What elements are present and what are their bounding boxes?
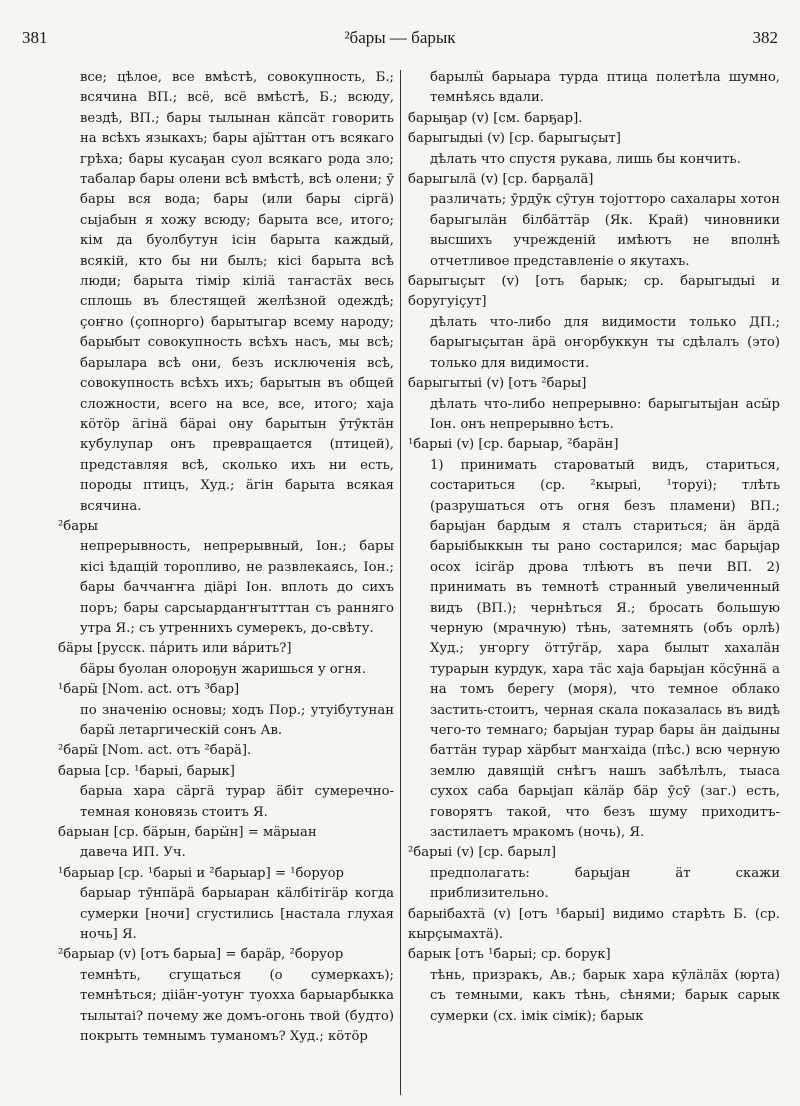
right-page-number: 382 — [752, 28, 778, 47]
page-header — [0, 22, 800, 52]
entry-headword: барыібахтӓ (v) [отъ ¹барыі] видимо старѣть Б. (ср. кырҫымахтӓ). — [408, 906, 780, 943]
paragraph: бӓры буолан олороҕун жаришься у огня. — [80, 661, 366, 677]
paragraph: тѣнь, призракъ, Ав.; барык хара кӯлӓлӓх (юрта) съ темными, какъ тѣнь, сѣнями; барык сарык сумерки (сх. імік сімік); барык — [430, 967, 780, 1024]
entry-headword: барыҕар (v) [см. барҕар]. — [408, 110, 583, 126]
entry-headword: барыгыҫыт (v) [отъ барык; ср. барыгыдыі и боругуіҫут] — [408, 274, 780, 310]
paragraph: давеча ИП. Уч. — [80, 845, 186, 861]
paragraph: 1) принимать староватый видъ, стариться, состариться (ср. ²кырыі, ¹торуі); тлѣть (разрушаться отъ огня безъ пламени) ВП.; барыјан бардым я сталъ стариться; ӓн ӓрдӓ барыібыккын ты рано состарился; мас барыјар осох ісігӓр дрова тлѣютъ въ печи ВП. 2) принимать въ темнотѣ странный увеличенный видъ (ВП.); чернѣться Я.; бросать большую черную (мрачную) тѣнь, затемнять (объ орлѣ) Худ.; уҥоргу ӧттӯгӓр, хара былыт хахалӓн турарын курдук, хара тӓс хаја барыјан кӧсӯннӓ а на томъ берегу (моря), что темное облако застить-стоитъ, черная скала показалась въ видѣ чего-то темнаго; барыјан турар бары ӓн даідыны баттӓн турар хӓрбыт маҥхаіда (пѣс.) всю черную землю давящій снѣгъ нашъ забѣлѣлъ, тыаса сухох саба барыјап кӓлӓр бӓр ӯсӯ (заг.) есть, говорятъ такой, что безъ шуму приходитъ-застилаетъ мракомъ (ночь), Я. — [430, 457, 780, 841]
paragraph: дѣлать что спустя рукава, лишь бы кончить. — [430, 151, 741, 167]
paragraph: темнѣть, сгущаться (о сумеркахъ); темнѣться; дііӓҥ-уотуҥ туохха барыарбыкка тылытаі? почему же домъ-огонь твой (будто) покрыть темнымъ туманомъ? Худ.; кӧтӧр — [80, 967, 394, 1045]
entry-headword: барыгылӓ (v) [ср. барҕалӓ] — [408, 172, 594, 188]
entry-headword: ¹барыар [ср. ¹барыі и ²барыар] = ¹боруор — [58, 865, 344, 881]
entry-headword: барыгытыі (v) [отъ ²бары] — [408, 376, 587, 392]
entry-headword: ²барыі (v) [ср. барыл] — [408, 845, 556, 861]
left-page-number: 381 — [22, 28, 48, 47]
entry-headword: бӓры [русск. па́рить или ва́рить?] — [58, 641, 292, 657]
left-column — [58, 68, 394, 1098]
paragraph: дѣлать что-либо непрерывно: барыгытыјан асӹр Іон. онъ непрерывно ѣстъ. — [430, 396, 780, 432]
paragraph: различать; ӯрдӯк сӯтун тојотторо сахалары хотон барыгылӓн білбӓттӓр (Як. Край) чиновники высшихъ учрежденій имѣютъ не вполнѣ отчетливое представленіе о якутахъ. — [430, 192, 780, 269]
paragraph: по значенію основы; ходъ Пор.; утуібутунан барӹ летаргическій сонъ Ав. — [80, 702, 394, 738]
right-column — [408, 68, 780, 1098]
paragraph: барыар тӯнпӓрӓ барыаран кӓлбітігӓр когда сумерки [ночи] сгустились [настала глухая ночь] Я. — [80, 886, 394, 943]
entry-headword: барык [отъ ¹барыі; ср. борук] — [408, 947, 611, 963]
paragraph: дѣлать что-либо для видимости только ДП.; барыгыҫытан ӓрӓ оҥорбуккун ты сдѣлалъ (это) только для видимости. — [430, 314, 780, 371]
entry-headword: барыан [ср. бӓрын, барӹн] = мӓрыан — [58, 825, 317, 841]
running-title: ²бары — барык — [344, 28, 456, 47]
entry-headword: ²барыар (v) [отъ барыа] = барӓр, ²боруор — [58, 947, 344, 963]
paragraph: все; цѣлое, все вмѣстѣ, совокупность, Б.; всячина ВП.; всё, всё вмѣстѣ, Б.; всюду, вездѣ, ВП.; бары тылынан кӓпсӓт говорить на всѣхъ языкахъ; бары ајӹттан отъ всякаго грѣха; бары кусаҕан суол всякаго рода зло; табалар бары олени всѣ вмѣстѣ, всѣ олени; ӯ бары вся вода; бары (или бары сіргӓ) сыјабын я хожу всюду; барыта все, итого; кім да буолбутун ісін барыта каждый, всякій, кто бы ни былъ; кісі барыта всѣ люди; барыта тімір кіліӓ таҥастӓх весь сплошь въ блестящей желѣзной одеждѣ; ҫоҥно (ҫопнорго) барытыгар всему народу; барыбыт совокупность всѣхъ насъ, мы всѣ; барылара всѣ они, безъ исключенія всѣ, совокупность всѣхъ ихъ; барытын въ общей сложности, всего на все, все, итого; хаја кӧтӧр ӓгінӓ бӓраі ону барытын ӯтӯктӓн кубулупар онъ превращается (птицей), представляя всѣ, сколько ихъ ни есть, породы птицъ, Худ.; ӓгін барыта всякая всячина. — [80, 70, 394, 514]
entry-headword: ²барӹ [Nom. act. отъ ²барӓ]. — [58, 743, 252, 759]
paragraph: барыа хара сӓргӓ турар ӓбіт сумеречно-темная коновязь стоитъ Я. — [80, 784, 394, 820]
entry-headword: ¹барыі (v) [ср. барыар, ²барӓн] — [408, 437, 619, 453]
paragraph: непрерывность, непрерывный, Іон.; бары кісі ѣдащій торопливо, не развлекаясь, Іон.; бары баччаҥҥа діӓрі Іон. вплоть до сихъ поръ; бары сарсыардаҥҥытттан съ ранняго утра Я.; съ утреннихъ сумерекъ, до-свѣту. — [80, 539, 394, 636]
entry-headword: ¹барӹ [Nom. act. отъ ³бар] — [58, 682, 240, 698]
entry-headword: ²бары — [58, 518, 99, 534]
paragraph: предполагать: барыјан ӓт скажи приблизительно. — [430, 865, 780, 902]
column-divider — [400, 70, 401, 1095]
paragraph: барылӹ барыара турда птица полетѣла шумно, темнѣясь вдали. — [430, 70, 780, 106]
entry-headword: барыа [ср. ¹барыі, барык] — [58, 763, 235, 779]
entry-headword: барыгыдыі (v) [ср. барыгыҫыт] — [408, 131, 621, 147]
